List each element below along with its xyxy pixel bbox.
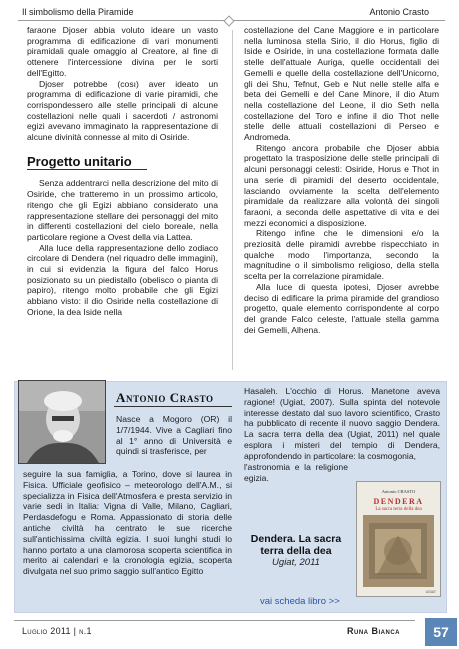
footer-rule [14,620,415,621]
book-cover-image [363,515,434,587]
book-caption-title: Dendera. La sacra terra della dea [250,533,342,557]
paragraph: Alla luce della rappresentazione dello zodiaco circolare di Dendera (nel riquadro delle immagini), in cui si evidenzia la figura del falco Horus posizionato su un piedistallo (obelisco o pianta di papiro), ritengo molto probabile che gli Egizi abbiano visto: il dio Osiride nella costellazione di Orione, la dea Iside nella [27,242,218,317]
paragraph: Ritengo ancora probabile che Djoser abbia progettato la trasposizione delle stelle principali di alcuni personaggi celesti: Osiride, Horus e Thot in una serie di piramidi del deserto occidentale, lasciando ovviamente la scelta dell'elemento piramidale da realizzare alla volontà dei singoli faraoni, a seconda delle aspettative di vita e dei mezzi economici a disposizione. [244,142,439,228]
book-cover-author: Antonio CRASTO [381,489,416,494]
book-cover[interactable] [356,481,441,597]
section-title: Progetto unitario [27,153,132,169]
author-bio-box [14,381,447,613]
footer-issue: Luglio 2011 | n.1 [22,626,92,636]
footer-magazine: Runa Bianca [347,626,400,636]
page-number: 57 [425,618,457,646]
column-separator [232,30,233,370]
paragraph: Djoser potrebbe (cosı) aver ideato un programma di edificazione di varie piramidi, che corrispondessero alle stelle principali di alcune costellazioni nelle quali i sacerdoti / astronomi egizi avevano immaginato la rappresentazione di alcune divinità connesse al mito di Osiride. [27,78,218,143]
paragraph: Senza addentrarci nella descrizione del mito di Osiride, che tratteremo in un prossimo articolo, ritengo che gli Egizi abbiano considerato una rappresentazione stellare dei personaggi del mito in differenti costellazioni del cielo boreale, nella particolare regione a Ovest della via Lattea. [27,178,218,242]
left-column [27,25,218,318]
bio-text-continuation: Hasaleh. L'occhio di Horus. Manetone aveva ragione! (Ugiat, 2007). Sulla spinta del notevole interesse destato dal suo lavoro scientifico, Crasto ha pubblicato di recente il nuovo saggio Dendera. La sacra terra della dea (Ugiat, 2011) nel quale esplora i misteri del tempio di Dendera, approfondendo in particolare: la cosmogonia, [244,386,440,461]
paragraph: faraone Djoser abbia voluto ideare un vasto programma di edificazione di vari monumenti piramidali quale omaggio al Creatore, al fine di ottenere l'intercessione divina per le sorti dell'Egitto. [27,25,218,78]
header-author: Antonio Crasto [369,7,429,17]
bio-text-top [116,414,232,457]
section-title-rule [27,169,147,170]
author-name: Antonio Crasto [116,390,214,405]
page-header [0,0,459,22]
book-detail-link[interactable]: vai scheda libro >> [260,596,340,607]
bio-text-part: seguire la sua famiglia, a Torino, dove si laurea in Fisica. Ufficiale geofisico – meteorologo dell'A.M., si specializza in Fisica dell'Atmosfera e presta servizio in varie sedi in Italia: Vigna di Valle, Milano, Cagliari, Perdasdefogu e Roma. Appassionato di storia delle antiche civiltà ha centrato le sue ricerche sull'antichissima civiltà egizia. I suoi lunghi studi lo hanno portato a una clamorosa scoperta scientifica in merito ai calendari e la cronologia egizia, scoperta divulgata nel suo primo saggio sull'antico Egitto [23,469,232,577]
bio-text-bottom [23,469,232,577]
header-diamond-icon [223,15,234,26]
paragraph: Ritengo infine che le dimensioni e/o la preziosità delle piramidi avrebbe rispecchiato in qualche modo l'importanza, secondo la magnitudine o il simbolismo religioso, della stella scelta per la correlazione piramidale. [244,228,439,282]
header-article-title: Il simbolismo della Piramide [22,7,134,17]
book-cover-title: DENDERA [373,497,424,506]
bio-text-part: Nasce a Mogoro (OR) il 1/7/1944. Vive a Cagliari fino al 1° anno di Università e quindi si trasferisce, per [116,414,232,457]
book-cover-publisher: UGIAT [425,590,436,594]
right-column [244,25,439,335]
book-caption [244,533,348,569]
bio-text-right-continued: l'astronomia e la religione egizia. [244,462,348,483]
paragraph: Alla luce di questa ipotesi, Djoser avrebbe deciso di edificare la prima piramide del grandioso progetto, quale elemento corrispondente al corpo del grande Falco celeste, l'attuale stella gamma dei Gemelli, Alhena. [244,281,439,335]
paragraph: costellazione del Cane Maggiore e in particolare nella luminosa stella Sirio, il dio Horus, figlio di Iside e Osiride, in una costellazione formata dalle stelle dell'attuale Auriga, quelle occidentali dei Gemelli e quelle della costellazione dell'Unicorno, gli dei Shu, Tefnut, Geb e Nut nelle stelle alfa e beta dei Gemelli e del Cane Minore, il dio Atum nella costellazione del Leone, il dio Seth nella costellazione del Toro e infine il dio Thot nelle stelle delle attuali costellazioni di Perseo e Andromeda. [244,25,439,143]
author-name-rule [114,406,232,407]
bio-text-right [244,386,440,462]
book-caption-meta: Ugiat, 2011 [272,557,320,568]
book-cover-subtitle: La sacra terra della dea [375,507,422,512]
author-photo [18,380,106,464]
